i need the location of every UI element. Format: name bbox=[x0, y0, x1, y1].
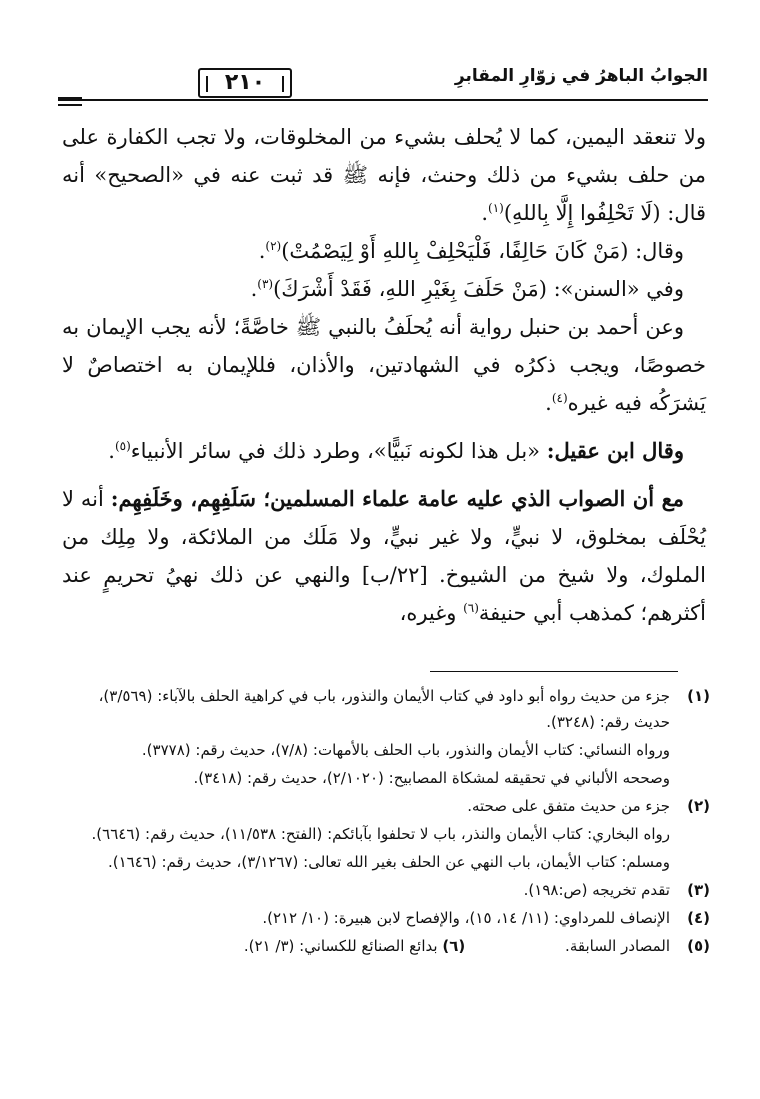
paragraph-4: وعن أحمد بن حنبل رواية أنه يُحلَفُ بالنبي ﷺ خاصَّةً؛ لأنه يجب الإيمان به خصوصًا، ويجب ذكرُه في الشهادتين، والأذان، فللإيمان به اختصاصٌ لا يَشرَكُه فيه غيره$^{(٤)}$. bbox=[62, 315, 706, 415]
footnote-ref-1[interactable]: (١) bbox=[488, 201, 504, 215]
footnote-1: (١) جزء من حديث رواه أبو داود في كتاب الأيمان والنذور، باب في كراهية الحلف بالآباء: (٣/٥٦٩)، حديث رقم: (٣٢٤٨). ورواه النسائي: كتاب الأيمان والنذور، باب الحلف بالأمهات: (٧/٨)، حديث رقم: (٣٧٧٨). وصححه الألباني في تحقيقه لمشكاة المصابيح: (٢/١٠٢٠)، حديث رقم: (٣٤١٨). bbox=[98, 687, 710, 787]
page-number: ٢١٠ bbox=[198, 68, 292, 98]
footnote-5-6: (٥) المصادر السابقة. (٦) بدائع الصنائع للكساني: (٣/ ٢١). bbox=[70, 933, 710, 959]
footnotes bbox=[70, 683, 710, 961]
footnote-3: (٣) تقدم تخريجه (ص:١٩٨). bbox=[523, 881, 710, 899]
paragraph-2: وقال: (مَنْ كَانَ حَالِفًا، فَلْيَحْلِفْ بِاللهِ أَوْ لِيَصْمُتْ)$^{(٢)}$. bbox=[258, 239, 684, 263]
running-title: الجوابُ الباهرُ في زوّارِ المقابرِ bbox=[454, 66, 708, 86]
footnote-2: (٢) جزء من حديث متفق على صحته. رواه البخاري: كتاب الأيمان والنذر، باب لا تحلفوا بآبائكم: (الفتح: ١١/٥٣٨)، حديث رقم: (٦٦٤٦). ومسلم: كتاب الأيمان، باب النهي عن الحلف بغير الله تعالى: (٣/١٢٦٧)، حديث رقم: (١٦٤٦). bbox=[91, 797, 710, 871]
paragraph-3: وفي «السنن»: (مَنْ حَلَفَ بِغَيْرِ اللهِ، فَقَدْ أَشْرَكَ)$^{(٣)}$. bbox=[250, 277, 684, 301]
page-header bbox=[58, 66, 708, 110]
paragraph-1: ولا تنعقد اليمين، كما لا يُحلف بشيء من المخلوقات، ولا تجب الكفارة على من حلف بشيء من ذلك وحنث، فإنه ﷺ قد ثبت عنه في «الصحيح» أنه قال: (لَا تَحْلِفُوا إِلَّا بِاللهِ)$^{(١)}$. bbox=[62, 125, 706, 225]
header-rule-left-top bbox=[58, 97, 82, 99]
footnote-5-text: المصادر السابقة. bbox=[565, 937, 670, 955]
footnote-6: (٦) بدائع الصنائع للكساني: (٣/ ٢١). bbox=[243, 937, 466, 955]
footnote-ref-4[interactable]: (٤) bbox=[551, 391, 568, 405]
header-rule-left-bottom bbox=[58, 104, 82, 106]
footnote-separator bbox=[430, 671, 678, 672]
footnote-ref-2[interactable]: (٢) bbox=[265, 239, 282, 253]
paragraph-5: وقال ابن عقيل: «بل هذا لكونه نَبيًّا»، وطرد ذلك في سائر الأنبياء$^{(٥)}$. bbox=[108, 438, 684, 463]
paragraph-6: مع أن الصواب الذي عليه عامة علماء المسلمين؛ سَلَفِهِم، وخَلَفِهِم: أنه لا يُحْلَف بمخلوق، لا نبيٍّ، ولا غير نبيٍّ، ولا مَلَك من الملائكة، ولا مِلِك من الملوك، ولا شيخ من الشيوخ. [٢٢/ب] والنهي عن ذلك نهيُ تحريمٍ عند أكثرهم؛ كمذهب أبي حنيفة$^{(٦)}$ وغيره، bbox=[62, 486, 706, 625]
footnote-ref-3[interactable]: (٣) bbox=[257, 277, 274, 291]
main-text bbox=[62, 118, 706, 632]
footnote-ref-5[interactable]: (٥) bbox=[114, 439, 131, 453]
footnote-4: (٤) الإنصاف للمرداوي: (١١/ ١٤، ١٥)، والإفصاح لابن هبيرة: (١٠/ ٢١٢). bbox=[262, 909, 710, 927]
header-rule bbox=[58, 99, 708, 101]
footnote-ref-6[interactable]: (٦) bbox=[463, 601, 479, 615]
